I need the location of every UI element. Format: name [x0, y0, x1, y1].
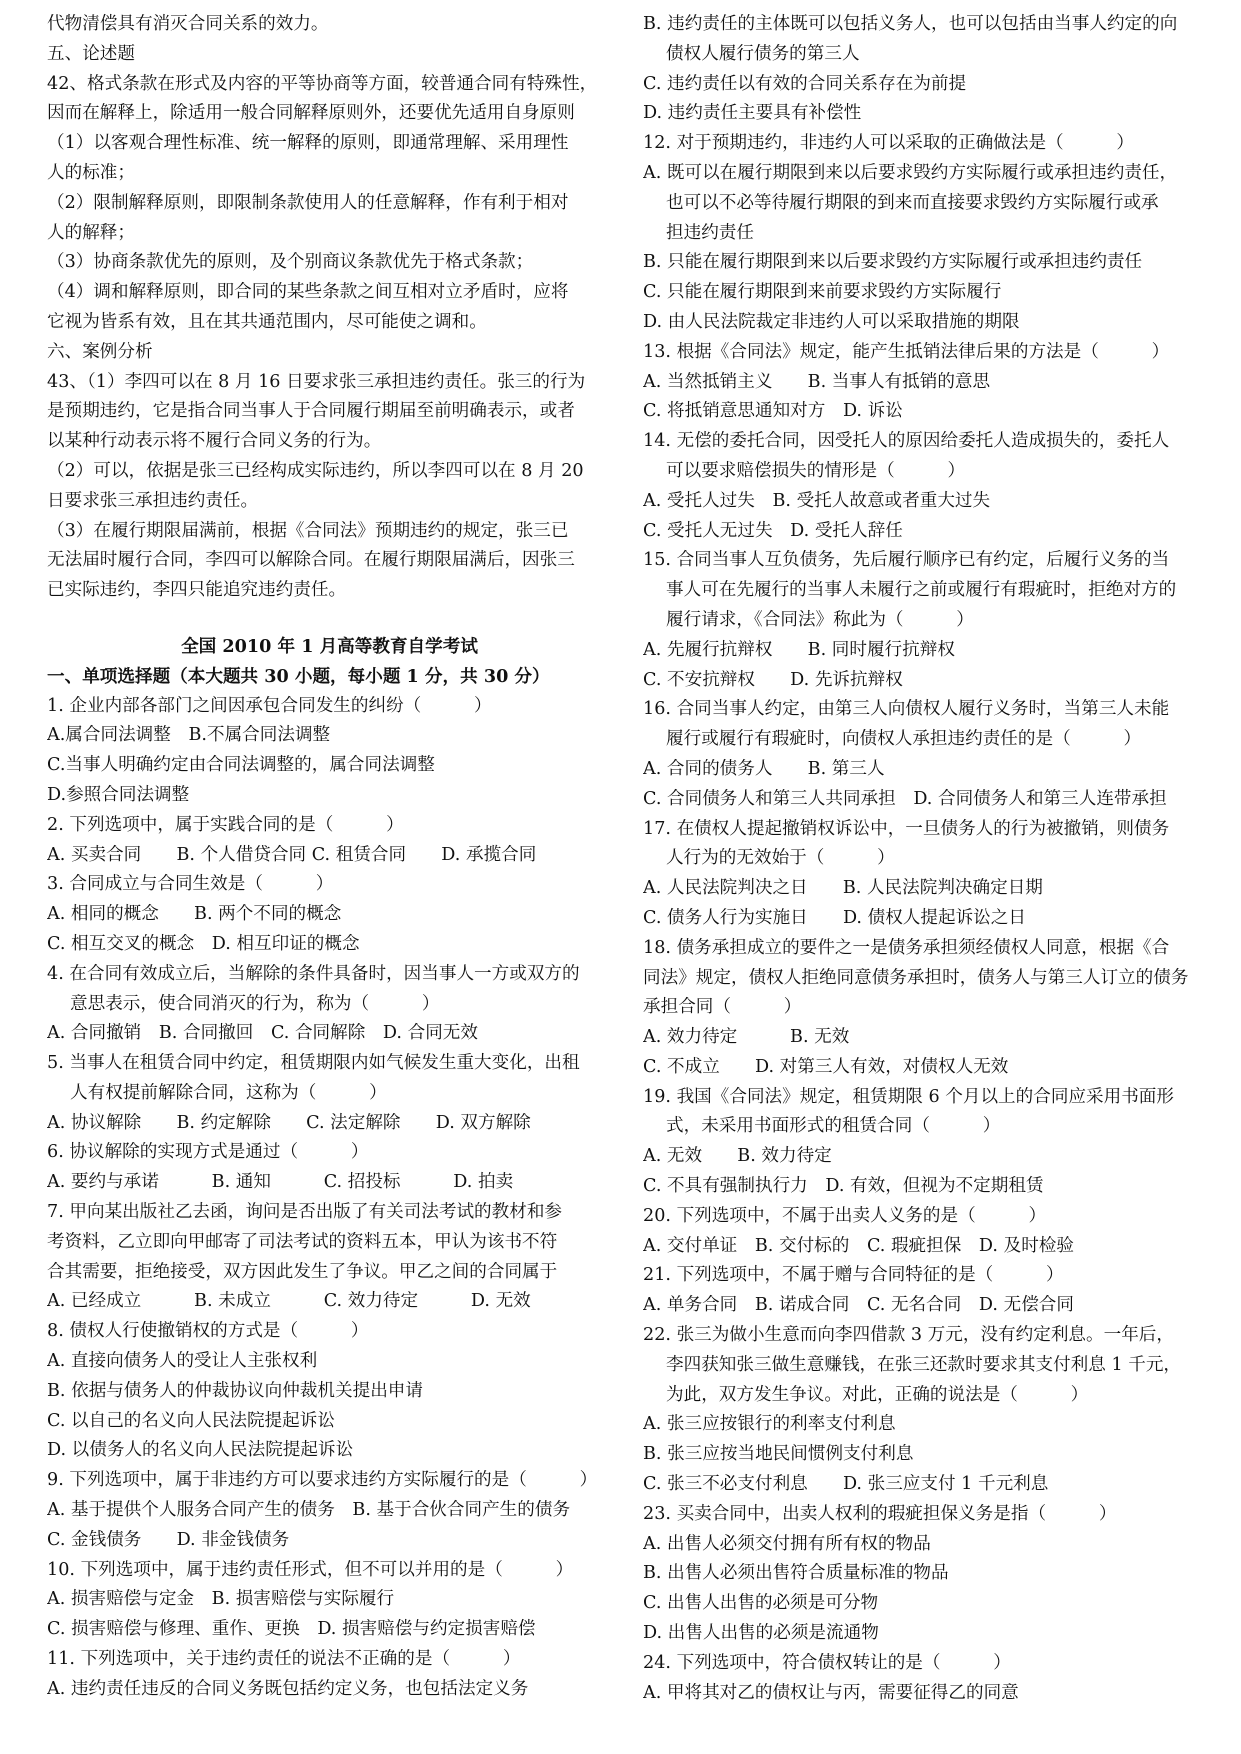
left-column-line: 6. 协议解除的实现方式是通过（ ）: [47, 1142, 369, 1163]
left-column-line: 因而在解释上，除适用一般合同解释原则外，还要优先适用自身原则: [47, 103, 575, 124]
left-column-line: 4. 在合同有效成立后，当解除的条件具备时，因当事人一方或双方的: [47, 963, 580, 984]
right-column-line: C. 只能在履行期限到来前要求毁约方实际履行: [643, 282, 1002, 303]
right-column-line: C. 不具有强制执行力 D. 有效，但视为不定期租赁: [643, 1176, 1044, 1197]
left-column-line: A. 损害赔偿与定金 B. 损害赔偿与实际履行: [47, 1589, 395, 1610]
right-column-line: D. 出售人出售的必须是流通物: [643, 1623, 879, 1644]
left-column-line: 人有权提前解除合同，这称为（ ）: [70, 1082, 387, 1103]
right-column-line: 18. 债务承担成立的要件之一是债务承担须经债权人同意，根据《合: [643, 937, 1170, 958]
left-column-line: 人的标准；: [47, 162, 135, 183]
right-column-line: 事人可在先履行的当事人未履行之前或履行有瑕疵时，拒绝对方的: [666, 580, 1177, 601]
right-column-line: C. 不安抗辩权 D. 先诉抗辩权: [643, 669, 903, 690]
right-column-line: 21. 下列选项中，不属于赠与合同特征的是（ ）: [643, 1265, 1064, 1286]
left-column-line: C. 相互交叉的概念 D. 相互印证的概念: [47, 933, 360, 954]
right-column-line: 人行为的无效始于（ ）: [666, 848, 895, 869]
right-column-line: 17. 在债权人提起撤销权诉讼中，一旦债务人的行为被撤销，则债务: [643, 818, 1170, 839]
left-column-line: 42、格式条款在形式及内容的平等协商等方面，较普通合同有特殊性，: [47, 73, 598, 94]
right-column-line: A. 既可以在履行期限到来以后要求毁约方实际履行或承担违约责任，: [643, 162, 1178, 183]
right-column-line: 16. 合同当事人约定，由第三人向债权人履行义务时，当第三人未能: [643, 699, 1170, 720]
right-column-line: C. 合同债务人和第三人共同承担 D. 合同债务人和第三人连带承担: [643, 788, 1167, 809]
left-column-line: 它视为皆系有效，且在其共通范围内，尽可能使之调和。: [47, 311, 487, 332]
left-column-line: C.当事人明确约定由合同法调整的，属合同法调整: [47, 755, 435, 776]
left-column-line: A. 已经成立 B. 未成立 C. 效力待定 D. 无效: [47, 1291, 531, 1312]
left-column-line: 考资料，乙立即向甲邮寄了司法考试的资料五本，甲认为该书不符: [47, 1231, 558, 1252]
left-column-line: 五、论述题: [47, 43, 135, 64]
left-column-line: 5. 当事人在租赁合同中约定，租赁期限内如气候发生重大变化，出租: [47, 1053, 580, 1074]
left-column: [47, 10, 612, 1705]
right-column-line: A. 效力待定 B. 无效: [643, 1027, 850, 1048]
left-column-line: 人的解释；: [47, 222, 135, 243]
right-column-line: A. 无效 B. 效力待定: [643, 1146, 832, 1167]
right-column-line: A. 单务合同 B. 诺成合同 C. 无名合同 D. 无偿合同: [643, 1295, 1074, 1316]
right-column-line: B. 违约责任的主体既可以包括义务人，也可以包括由当事人约定的向: [643, 14, 1178, 34]
left-column-line: A. 要约与承诺 B. 通知 C. 招投标 D. 拍卖: [47, 1172, 514, 1193]
right-column-line: 23. 买卖合同中，出卖人权利的瑕疵担保义务是指（ ）: [643, 1503, 1117, 1524]
left-column-line: 一、单项选择题（本大题共 30 小题，每小题 1 分，共 30 分）: [47, 665, 550, 687]
right-column-line: C. 受托人无过失 D. 受托人辞任: [643, 520, 903, 541]
right-column-line: 履行请求，《合同法》称此为（ ）: [666, 609, 974, 630]
right-column-line: 担违约责任: [666, 222, 754, 243]
left-column-line: （4）调和解释原则，即合同的某些条款之间互相对立矛盾时，应将: [47, 282, 569, 303]
right-column-line: 李四获知张三做生意赚钱，在张三还款时要求其支付利息 1 千元，: [666, 1354, 1182, 1375]
left-column-line: 代物清偿具有消灭合同关系的效力。: [47, 14, 329, 34]
left-column-line: 以某种行动表示将不履行合同义务的行为。: [47, 431, 382, 452]
left-column-line: （3）在履行期限届满前，根据《合同法》预期违约的规定，张三已: [47, 520, 569, 541]
right-column-line: D. 由人民法院裁定非违约人可以采取措施的期限: [643, 311, 1020, 332]
left-column-line: C. 损害赔偿与修理、重作、更换 D. 损害赔偿与约定损害赔偿: [47, 1619, 536, 1640]
left-column-line: 11. 下列选项中，关于违约责任的说法不正确的是（ ）: [47, 1649, 521, 1670]
right-column-line: A. 当然抵销主义 B. 当事人有抵销的意思: [643, 371, 991, 392]
right-column-line: A. 张三应按银行的利率支付利息: [643, 1414, 896, 1435]
right-column-line: 债权人履行债务的第三人: [666, 43, 860, 64]
right-column-line: 15. 合同当事人互负债务，先后履行顺序已有约定，后履行义务的当: [643, 550, 1170, 571]
left-column-line: A. 直接向债务人的受让人主张权利: [47, 1351, 318, 1372]
left-column-line: C. 金钱债务 D. 非金钱债务: [47, 1529, 290, 1550]
right-column: [643, 10, 1203, 1708]
left-column-line: （1）以客观合理性标准、统一解释的原则，即通常理解、采用理性: [47, 133, 569, 154]
right-column-line: 14. 无偿的委托合同，因受托人的原因给委托人造成损失的，委托人: [643, 431, 1170, 452]
left-column-line: 9. 下列选项中，属于非违约方可以要求违约方实际履行的是（ ）: [47, 1470, 598, 1491]
right-column-line: B. 出售人必须出售符合质量标准的物品: [643, 1563, 949, 1584]
left-column-line: 无法届时履行合同，李四可以解除合同。在履行期限届满后，因张三: [47, 550, 575, 571]
left-column-line: B. 依据与债务人的仲裁协议向仲裁机关提出申请: [47, 1380, 423, 1401]
right-column-line: B. 只能在履行期限到来以后要求毁约方实际履行或承担违约责任: [643, 252, 1143, 273]
left-column-line: 2. 下列选项中，属于实践合同的是（ ）: [47, 814, 404, 835]
right-column-line: 同法》规定，债权人拒绝同意债务承担时，债务人与第三人订立的债务: [643, 967, 1189, 988]
right-column-line: 为此，双方发生争议。对此，正确的说法是（ ）: [666, 1384, 1089, 1405]
right-column-line: 也可以不必等待履行期限的到来而直接要求毁约方实际履行或承: [666, 192, 1159, 213]
right-column-line: C. 张三不必支付利息 D. 张三应支付 1 千元利息: [643, 1474, 1049, 1495]
left-column-line: A. 买卖合同 B. 个人借贷合同 C. 租赁合同 D. 承揽合同: [47, 844, 537, 865]
left-column-line: C. 以自己的名义向人民法院提起诉讼: [47, 1410, 335, 1431]
right-column-line: A. 出售人必须交付拥有所有权的物品: [643, 1533, 931, 1554]
right-column-line: 可以要求赔偿损失的情形是（ ）: [666, 460, 966, 481]
left-column-line: D.参照合同法调整: [47, 784, 190, 805]
left-column-line: D. 以债务人的名义向人民法院提起诉讼: [47, 1440, 354, 1461]
right-column-line: 20. 下列选项中，不属于出卖人义务的是（ ）: [643, 1205, 1047, 1226]
right-column-line: 19. 我国《合同法》规定，租赁期限 6 个月以上的合同应采用书面形: [643, 1086, 1174, 1107]
right-column-line: C. 违约责任以有效的合同关系存在为前提: [643, 73, 967, 94]
left-column-line: 合其需要，拒绝接受，双方因此发生了争议。甲乙之间的合同属于: [47, 1261, 558, 1282]
left-column-line: 已实际违约，李四只能追究违约责任。: [47, 580, 347, 601]
left-column-line: [47, 606, 612, 632]
left-column-line: 意思表示，使合同消灭的行为，称为（ ）: [70, 993, 440, 1014]
right-column-line: 履行或履行有瑕疵时，向债权人承担违约责任的是（ ）: [666, 729, 1142, 750]
right-column-line: A. 交付单证 B. 交付标的 C. 瑕疵担保 D. 及时检验: [643, 1235, 1074, 1256]
right-column-line: C. 债务人行为实施日 D. 债权人提起诉讼之日: [643, 907, 1026, 928]
right-column-line: D. 违约责任主要具有补偿性: [643, 103, 862, 124]
left-column-line: A. 相同的概念 B. 两个不同的概念: [47, 904, 342, 925]
right-column-line: A. 合同的债务人 B. 第三人: [643, 758, 885, 779]
left-column-line: A. 协议解除 B. 约定解除 C. 法定解除 D. 双方解除: [47, 1112, 531, 1133]
right-column-line: 22. 张三为做小生意而向李四借款 3 万元，没有约定利息。一年后，: [643, 1325, 1174, 1346]
right-column-line: 12. 对于预期违约，非违约人可以采取的正确做法是（ ）: [643, 133, 1135, 154]
left-column-line: A.属合同法调整 B.不属合同法调整: [47, 725, 331, 746]
right-column-line: C. 不成立 D. 对第三人有效，对债权人无效: [643, 1056, 1009, 1077]
left-column-line: 日要求张三承担违约责任。: [47, 490, 259, 511]
left-column-line: A. 基于提供个人服务合同产生的债务 B. 基于合伙合同产生的债务: [47, 1500, 571, 1521]
left-column-line: 1. 企业内部各部门之间因承包合同发生的纠纷（ ）: [47, 695, 492, 716]
right-column-line: 式，未采用书面形式的租赁合同（ ）: [666, 1116, 1001, 1137]
right-column-line: 24. 下列选项中，符合债权转让的是（ ）: [643, 1652, 1011, 1673]
right-column-line: A. 人民法院判决之日 B. 人民法院判决确定日期: [643, 878, 1043, 899]
right-column-line: A. 甲将其对乙的债权让与丙，需要征得乙的同意: [643, 1682, 1019, 1703]
left-column-line: 10. 下列选项中，属于违约责任形式，但不可以并用的是（ ）: [47, 1559, 574, 1580]
left-column-line: 43、（1）李四可以在 8 月 16 日要求张三承担违约责任。张三的行为: [47, 371, 586, 392]
left-column-line: A. 违约责任违反的合同义务既包括约定义务，也包括法定义务: [47, 1678, 529, 1699]
left-column-line: 六、案例分析: [47, 341, 153, 362]
right-column-line: A. 受托人过失 B. 受托人故意或者重大过失: [643, 490, 991, 511]
left-column-line: （3）协商条款优先的原则，及个别商议条款优先于格式条款；: [47, 252, 534, 273]
left-column-line: （2）可以，依据是张三已经构成实际违约，所以李四可以在 8 月 20: [47, 460, 584, 481]
right-column-line: C. 出售人出售的必须是可分物: [643, 1593, 879, 1614]
left-column-line: （2）限制解释原则，即限制条款使用人的任意解释，作有利于相对: [47, 192, 569, 213]
left-column-line: 8. 债权人行使撤销权的方式是（ ）: [47, 1321, 369, 1342]
right-column-line: A. 先履行抗辩权 B. 同时履行抗辩权: [643, 639, 955, 660]
right-column-line: C. 将抵销意思通知对方 D. 诉讼: [643, 401, 903, 422]
right-column-line: 13. 根据《合同法》规定，能产生抵销法律后果的方法是（ ）: [643, 341, 1170, 362]
left-column-line: 是预期违约，它是指合同当事人于合同履行期届至前明确表示，或者: [47, 401, 575, 422]
left-column-line: 7. 甲向某出版社乙去函，询问是否出版了有关司法考试的教材和参: [47, 1202, 563, 1223]
right-column-line: 承担合同（ ）: [643, 997, 802, 1018]
right-column-line: B. 张三应按当地民间惯例支付利息: [643, 1444, 914, 1465]
left-column-line: A. 合同撤销 B. 合同撤回 C. 合同解除 D. 合同无效: [47, 1023, 478, 1044]
left-column-line: 3. 合同成立与合同生效是（ ）: [47, 874, 334, 895]
left-column-line: 全国 2010 年 1 月高等教育自学考试: [181, 635, 478, 657]
